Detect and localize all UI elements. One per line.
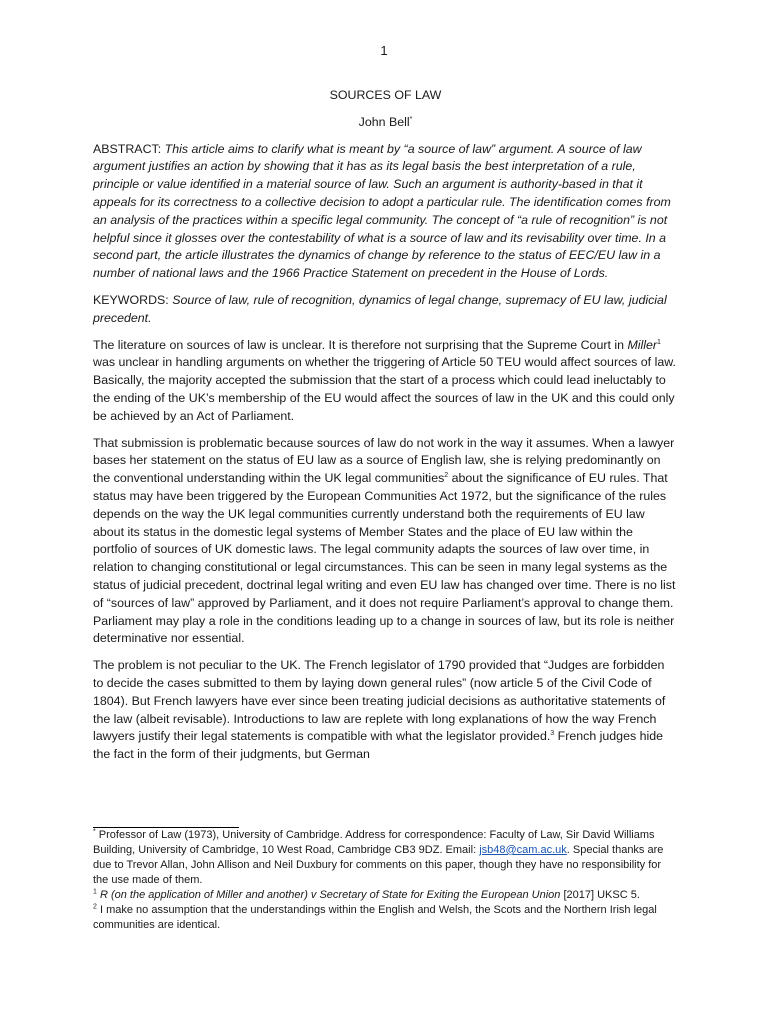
footnote-mark-1: 1 xyxy=(93,888,97,896)
footnote-ref-1[interactable]: 1 xyxy=(657,338,661,346)
body-paragraph-2 xyxy=(93,435,678,649)
footnote-author xyxy=(93,828,678,888)
footnote-1 xyxy=(93,888,678,903)
abstract-text: This article aims to clarify what is meant by “a source of law” argument. A source of law argument justifies an action by showing that it has as its legal basis the best interpretation of a rule, principle or value identified in a material source of law. Such an argument is authority-based in that it appeals for its correctness to a collective decision to adopt a particular rule. The identification comes from an analysis of the practices within a specific legal community. The concept of “a rule of recognition” is not helpful since it glosses over the contestability of what is a source of law and its revisability over time. In a second part, the article illustrates the dynamics of change by reference to the status of EEC/EU law in a number of national laws and the 1966 Practice Statement on precedent in the House of Lords. xyxy=(93,141,671,281)
author-name: John Bell xyxy=(358,114,410,129)
main-text xyxy=(93,87,678,773)
para1-text-a: The literature on sources of law is unclear. It is therefore not surprising that the Supreme Court in xyxy=(93,337,628,352)
email-link[interactable]: jsb48@cam.ac.uk xyxy=(479,844,567,856)
page-number: 1 xyxy=(380,43,388,58)
footnote-ref-3[interactable]: 3 xyxy=(550,730,555,738)
para3-text-b: French judges hide the fact in the form of their judgments, but German xyxy=(93,729,664,762)
footnote-1-case: R (on the application of Miller and another) v Secretary of State for Exiting the European Union xyxy=(96,889,561,901)
abstract-paragraph xyxy=(93,141,678,283)
footnote-author-text-b: . Special thanks are due to Trevor Allan, John Allison and Neil Duxbury for comments on this paper, though they have no responsibility for the use made of them. xyxy=(93,844,664,886)
footnote-mark-star: * xyxy=(93,828,96,836)
footnote-mark-2: 2 xyxy=(93,903,97,911)
body-paragraph-3 xyxy=(93,657,678,764)
footnote-1-citation: [2017] UKSC 5. xyxy=(560,889,640,901)
keywords-text: Source of law, rule of recognition, dynamics of legal change, supremacy of EU law, judicial precedent. xyxy=(93,292,667,325)
footnotes xyxy=(93,828,678,933)
keywords-label: KEYWORDS: xyxy=(93,292,169,307)
para1-text-b: was unclear in handling arguments on whether the triggering of Article 50 TEU would affect sources of law. Basically, the majority accepted the submission that the start of a process which could lead ineluctably to the ending of the UK’s membership of the EU would affect the sources of law in the UK and this could only be achieved by an Act of Parliament. xyxy=(93,355,676,423)
footnote-2-text: I make no assumption that the understandings within the English and Welsh, the Scots and the Northern Irish legal communities are identical. xyxy=(93,904,657,931)
case-name-miller: Miller xyxy=(627,337,658,352)
author-line xyxy=(93,114,678,132)
keywords-paragraph xyxy=(93,292,678,328)
body-paragraph-1 xyxy=(93,337,678,426)
footnote-ref-2[interactable]: 2 xyxy=(444,472,449,480)
footnote-2 xyxy=(93,903,678,933)
para2-text-b: about the significance of EU rules. That status may have been triggered by the European Communities Act 1972, but the significance of the rules depends on the way the UK legal communities currently understand both the requirements of EU law about its status in the domestic legal systems of Member States and the place of EU law within the portfolio of sources of UK domestic laws. The legal community adapts the sources of law over time, in relation to changing constitutional or legal circumstances. This can be seen in many legal systems as the status of judicial precedent, doctrinal legal writing and even EU law has changed over time. There is no list of “sources of law” approved by Parliament, and it does not require Parliament’s approval to change them. Parliament may play a role in the conditions leading up to a change in sources of law, but its role is neither determinative nor essential. xyxy=(93,471,676,646)
article-title: SOURCES OF LAW xyxy=(329,88,442,102)
author-footnote-mark: * xyxy=(409,115,413,123)
para2-text-a: That submission is problematic because sources of law do not work in the way it assumes. When a lawyer bases her statement on the status of EU law as a source of English law, she is relying predominantly on the conventional understanding within the UK legal communities xyxy=(93,435,675,486)
footnote-author-text-a: Professor of Law (1973), University of Cambridge. Address for correspondence: Faculty of Law, Sir David Williams Building, University of Cambridge, 10 West Road, Cambridge CB3 9DZ. Email: xyxy=(93,829,655,856)
para3-text-a: The problem is not peculiar to the UK. The French legislator of 1790 provided that “Judges are forbidden to decide the cases submitted to them by laying down general rules” (now article 5 of the Civil Code of 1804). But French lawyers have ever since been treating judicial decisions as authoritative statements of the law (albeit revisable). Introductions to law are replete with long explanations of how the way French lawyers justify their legal statements is compatible with what the legislator provided. xyxy=(93,658,666,744)
abstract-label: ABSTRACT: xyxy=(93,141,162,156)
